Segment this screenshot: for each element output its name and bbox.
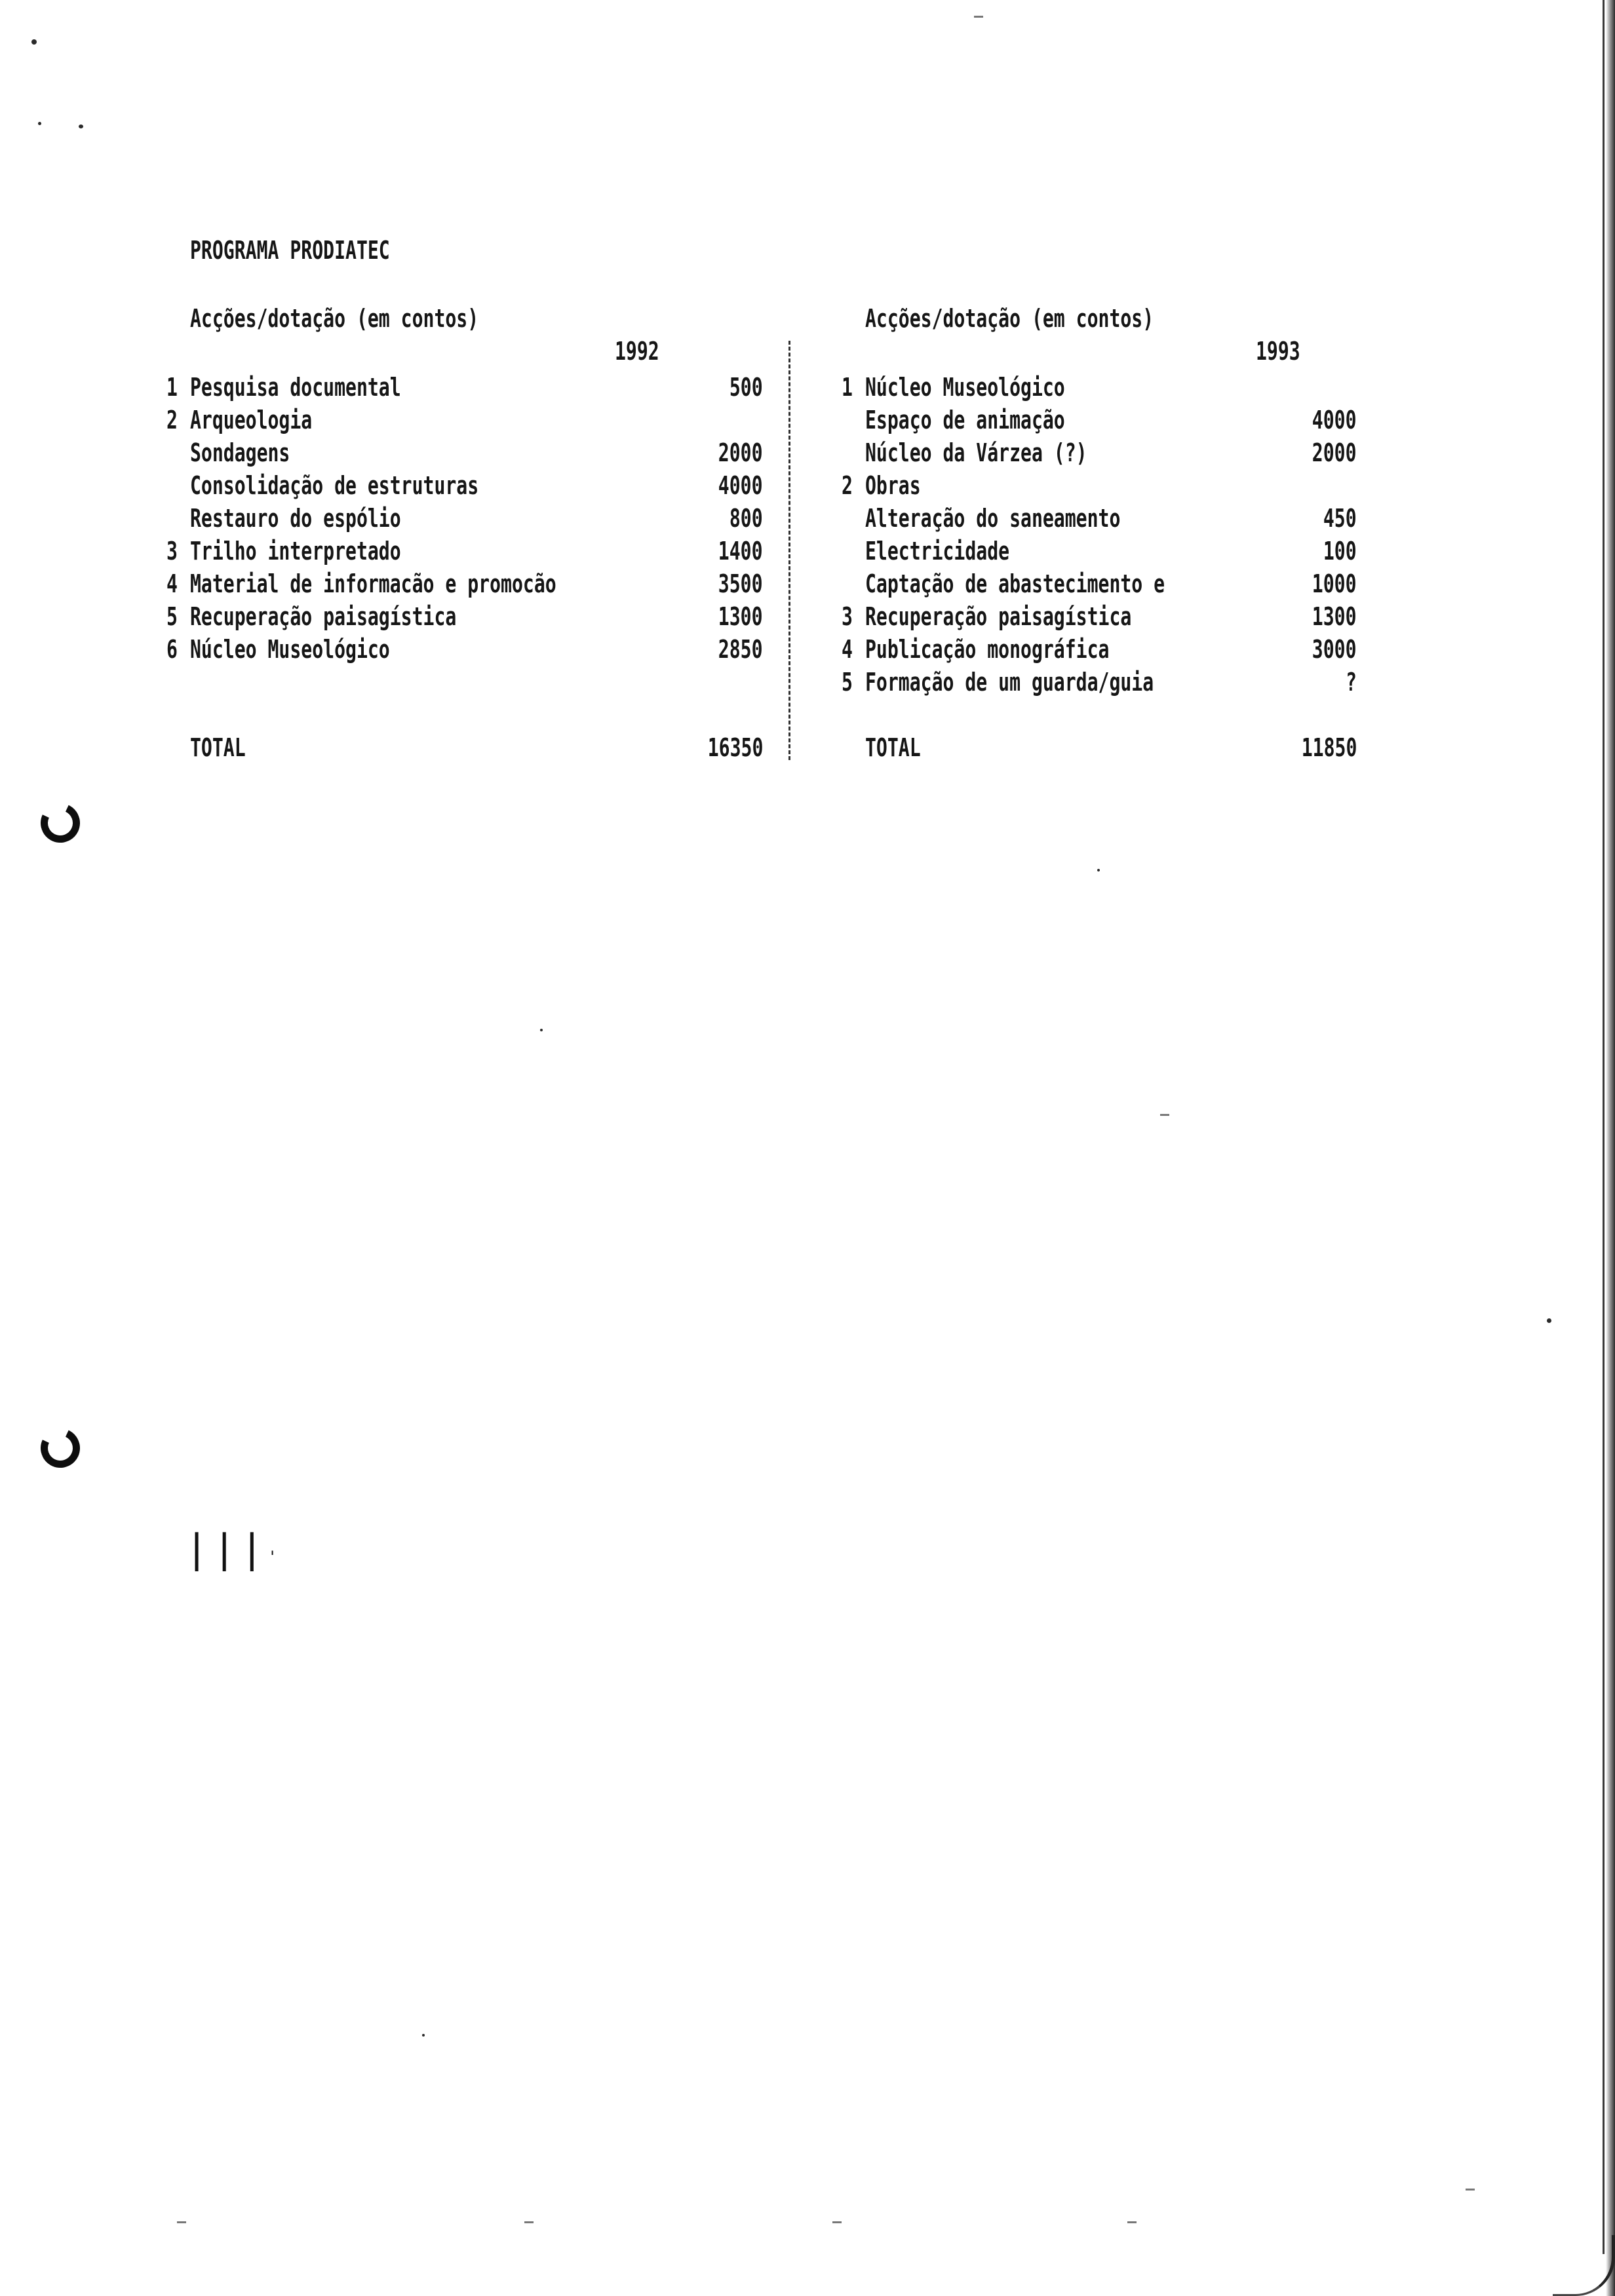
- table-row: [842, 436, 1357, 469]
- row-label: Material de informacão e promocão: [190, 569, 556, 598]
- year-1992: 1992: [615, 337, 659, 366]
- row-number: 1: [842, 373, 853, 402]
- scan-speck: [422, 2034, 425, 2037]
- row-label: Recuperação paisagística: [190, 602, 457, 631]
- table-row: [842, 404, 1357, 436]
- total-row-1993: [842, 731, 1357, 764]
- table-row: [842, 469, 1357, 502]
- table-row: [166, 436, 763, 469]
- row-value: 500: [730, 373, 763, 402]
- scan-dash: [832, 2221, 842, 2223]
- total-label: TOTAL: [865, 733, 921, 762]
- scan-dash: [524, 2221, 534, 2223]
- table-row: [166, 535, 763, 567]
- row-number: 4: [842, 635, 853, 664]
- table-row: [166, 502, 763, 535]
- scan-dash: [1160, 1114, 1169, 1116]
- row-label: Trilho interpretado: [190, 537, 401, 565]
- table-row: [842, 600, 1357, 633]
- row-number: 2: [166, 406, 178, 434]
- row-number: 5: [166, 602, 178, 631]
- total-row-1992: [166, 731, 763, 764]
- heading-1992: Acções/dotação (em contos): [190, 304, 479, 333]
- table-row: [842, 371, 1357, 404]
- total-value: 11850: [1301, 733, 1357, 762]
- row-value: 2000: [718, 438, 763, 467]
- row-label: Espaço de animação: [865, 406, 1065, 434]
- table-row: [842, 502, 1357, 535]
- document-title: PROGRAMA PRODIATEC: [190, 236, 390, 265]
- row-label: Publicação monográfica: [865, 635, 1110, 664]
- row-number: 2: [842, 471, 853, 500]
- row-label: Electricidade: [865, 537, 1010, 565]
- row-label: Consolidação de estruturas: [190, 471, 479, 500]
- row-label: Recuperação paisagística: [865, 602, 1132, 631]
- punch-hole-bottom: [35, 1423, 86, 1474]
- row-value: 2850: [718, 635, 763, 664]
- row-number: 4: [166, 569, 178, 598]
- total-label: TOTAL: [190, 733, 246, 762]
- row-number: 3: [842, 602, 853, 631]
- row-number: 3: [166, 537, 178, 565]
- row-value: 2000: [1312, 438, 1357, 467]
- table-row: [842, 666, 1357, 698]
- row-value: 1300: [1312, 602, 1357, 631]
- scan-dash: [1466, 2189, 1475, 2191]
- scan-dash: [177, 2221, 186, 2223]
- table-row: [166, 404, 763, 436]
- row-label: Núcleo da Várzea (?): [865, 438, 1087, 467]
- table-row: [842, 535, 1357, 567]
- row-value: 1000: [1312, 569, 1357, 598]
- row-value: 450: [1323, 504, 1357, 533]
- page-edge-shadow: [1606, 0, 1615, 2296]
- row-label: Núcleo Museológico: [190, 635, 390, 664]
- row-value: ?: [1346, 668, 1357, 697]
- table-row: [166, 469, 763, 502]
- year-1993: 1993: [1256, 337, 1300, 366]
- row-number: 6: [166, 635, 178, 664]
- row-value: 100: [1323, 537, 1357, 565]
- scan-speck: [31, 39, 37, 45]
- table-row: [166, 371, 763, 404]
- row-value: 3000: [1312, 635, 1357, 664]
- row-number: 5: [842, 668, 853, 697]
- row-value: 1300: [718, 602, 763, 631]
- scan-speck: [38, 122, 41, 125]
- row-label: Núcleo Museológico: [865, 373, 1065, 402]
- scan-dash: [1127, 2221, 1137, 2223]
- table-row: [166, 633, 763, 666]
- row-value: 800: [730, 504, 763, 533]
- page-edge-line: [1603, 0, 1605, 2254]
- row-label: Captação de abastecimento e: [865, 569, 1165, 598]
- scan-speck: [540, 1029, 543, 1031]
- row-label: Pesquisa documental: [190, 373, 401, 402]
- total-value: 16350: [707, 733, 763, 762]
- punch-hole-top: [35, 798, 86, 849]
- row-value: 4000: [718, 471, 763, 500]
- scan-speck: [1097, 869, 1100, 871]
- row-label: Restauro do espólio: [190, 504, 401, 533]
- scan-dash: [974, 16, 983, 18]
- scan-speck: [79, 124, 83, 128]
- table-row: [842, 633, 1357, 666]
- margin-tally-marks: |||': [185, 1526, 281, 1572]
- table-row: [166, 600, 763, 633]
- column-divider: [788, 341, 790, 760]
- row-number: 1: [166, 373, 178, 402]
- row-value: 1400: [718, 537, 763, 565]
- row-label: Arqueologia: [190, 406, 313, 434]
- row-value: 4000: [1312, 406, 1357, 434]
- heading-1993: Acções/dotação (em contos): [865, 304, 1154, 333]
- row-label: Alteração do saneamento: [865, 504, 1121, 533]
- scan-speck: [1547, 1318, 1551, 1323]
- table-row: [166, 567, 763, 600]
- table-row: [842, 567, 1357, 600]
- row-value: 3500: [718, 569, 763, 598]
- row-label: Obras: [865, 471, 921, 500]
- row-label: Sondagens: [190, 438, 290, 467]
- row-label: Formação de um guarda/guia: [865, 668, 1154, 697]
